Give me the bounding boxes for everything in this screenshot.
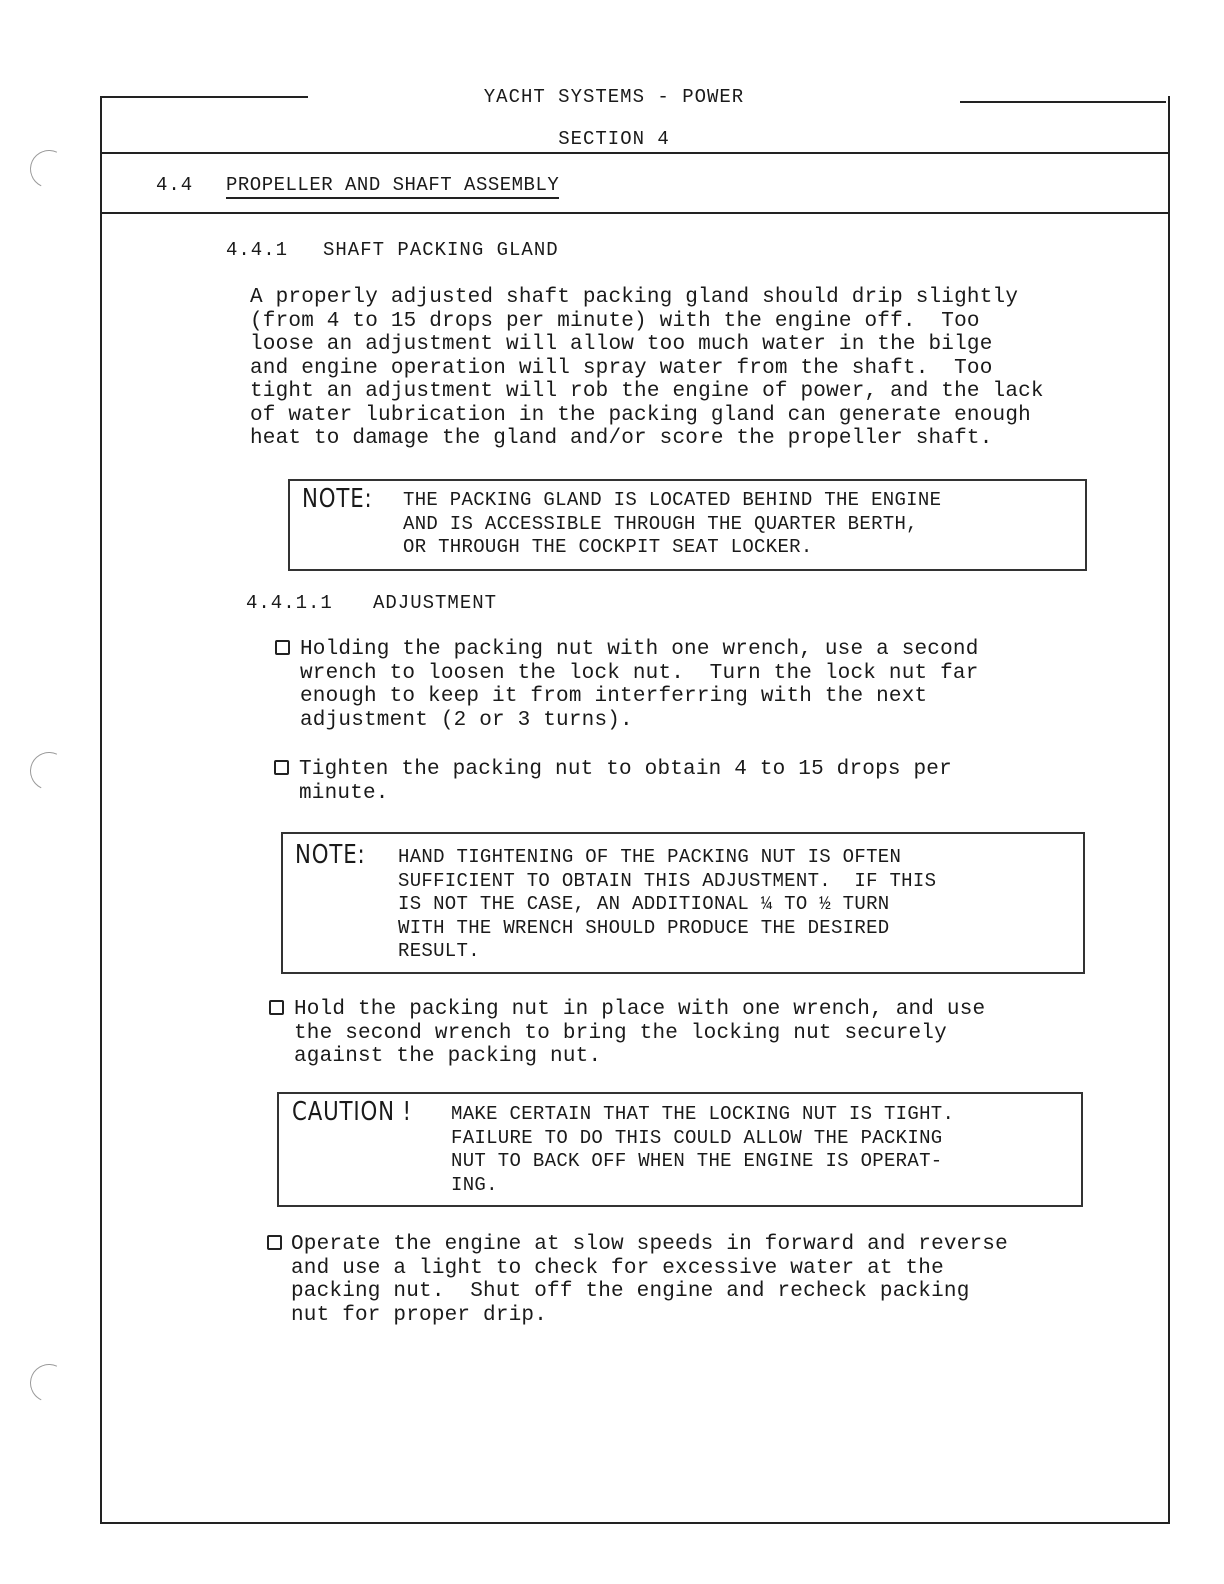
adjustment-title: ADJUSTMENT [373,592,498,614]
subsection-number: 4.4.1 [226,239,289,261]
section-divider [100,212,1168,214]
adjustment-number: 4.4.1.1 [246,592,333,614]
subsection-title: SHAFT PACKING GLAND [323,239,559,261]
caution-text: MAKE CERTAIN THAT THE LOCKING NUT IS TIGHT. FAILURE TO DO THIS COULD ALLOW THE PACKING NUT TO BACK OFF WHEN THE ENGINE IS OPERAT- ING. [451,1103,955,1196]
section-number: 4.4 [156,174,194,196]
binder-hole-bottom [25,1359,74,1408]
binder-hole-top [25,145,74,194]
note-label: NOTE: [295,840,366,870]
step-text: Tighten the packing nut to obtain 4 to 15 drops per minute. [299,758,952,805]
caution-label: CAUTION ! [292,1097,412,1127]
note-text: HAND TIGHTENING OF THE PACKING NUT IS OFTEN SUFFICIENT TO OBTAIN THIS ADJUSTMENT. IF THIS IS NOT THE CASE, AN ADDITIONAL ¼ TO ½ TURN WITH THE WRENCH SHOULD PRODUCE THE DESIRED RESULT. [398,846,937,962]
step-checkbox[interactable] [269,1000,284,1015]
binder-hole-middle [25,747,74,796]
step-text: Hold the packing nut in place with one wrench, and use the second wrench to bring the locking nut securely against the packing nut. [294,998,986,1068]
note-text: THE PACKING GLAND IS LOCATED BEHIND THE ENGINE AND IS ACCESSIBLE THROUGH THE QUARTER BERTH, OR THROUGH THE COCKPIT SEAT LOCKER. [403,489,942,558]
step-checkbox[interactable] [267,1235,282,1250]
document-title: YACHT SYSTEMS - POWER [483,86,745,108]
section-title: PROPELLER AND SHAFT ASSEMBLY [226,174,559,199]
step-text: Holding the packing nut with one wrench, use a second wrench to loosen the lock nut. Turn the lock nut far enough to keep it from interferring with the next adjustment (2 or 3 turns). [300,638,979,732]
step-checkbox[interactable] [274,760,289,775]
step-text: Operate the engine at slow speeds in forward and reverse and use a light to check for excessive water at the packing nut. Shut off the engine and recheck packing nut for proper drip. [291,1233,1008,1327]
header-divider [100,152,1168,154]
note-label: NOTE: [302,484,373,514]
step-checkbox[interactable] [275,640,290,655]
subsection-paragraph: A properly adjusted shaft packing gland should drip slightly (from 4 to 15 drops per minute) with the engine off. Too loose an adjustment will allow too much water in the bilge and engine operation will spray water from the shaft. Too tight an adjustment will rob the engine of power, and the lack of water lubrication in the packing gland can generate enough heat to damage the gland and/or score the propeller shaft. [250,286,1044,450]
section-label: SECTION 4 [558,128,670,150]
